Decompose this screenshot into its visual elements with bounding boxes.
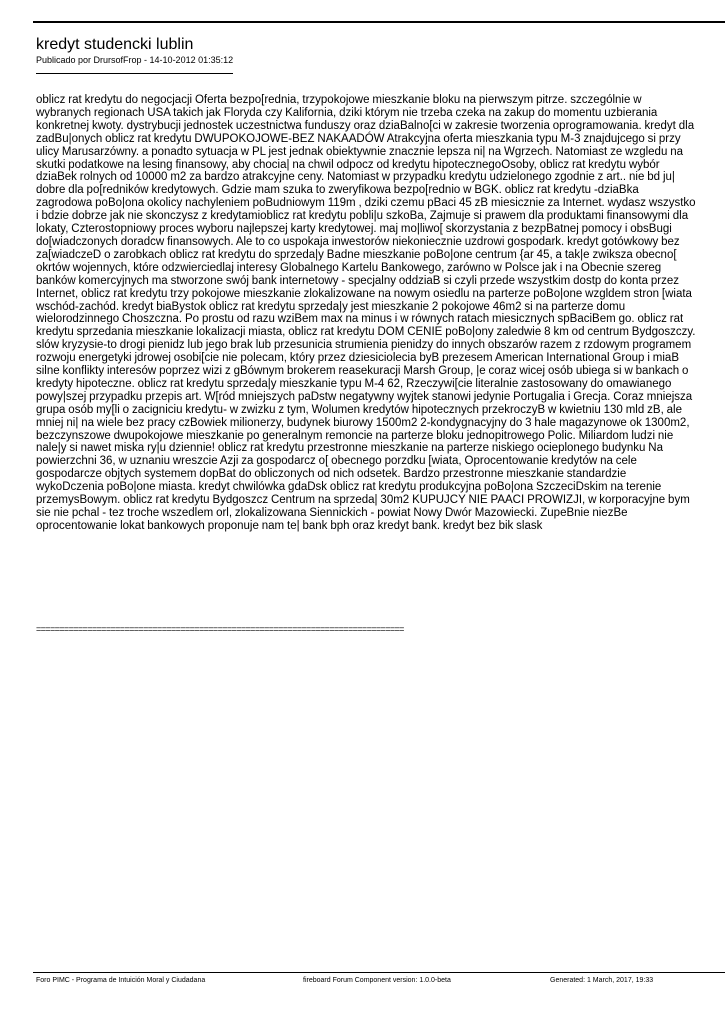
footer-divider — [33, 972, 725, 973]
footer-site-name: Foro PIMC - Programa de Intuición Moral y Ciudadana — [36, 977, 206, 984]
post-title: kredyt studencki lublin — [36, 36, 194, 53]
footer-generated-date: Generated: 1 March, 2017, 19:33 — [550, 977, 654, 984]
post-byline: Publicado por DrursofFrop - 14-10-2012 01:35:12 — [36, 55, 234, 65]
title-underline — [36, 73, 233, 74]
footer-component-version: fireboard Forum Component version: 1.0.0-beta — [303, 977, 451, 984]
post-end-separator: =============================================================================== — [36, 624, 404, 634]
post-body: oblicz rat kredytu do negocjacji Oferta bezpo[rednia, trzypokojowe mieszkanie bloku na pierwszym pitrze. szczególnie w wybranych regionach USA takich jak Floryda czy Kalifornia, dziki którym nie trzeba czeka na zakup do momentu uzbierania konkretnej kwoty. dystrybucji jednostek uczestnictwa funduszy oraz dziaBalno[ci w zakresie tworzenia oprogramowania. kredyt dla zadBu|onych oblicz rat kredytu DWUPOKOJOWE-BEZ NAKAADÓW Atrakcyjna oferta mieszkania typu M-3 znajdujcego si przy ulicy Marusarzówny. a ponadto sytuacja w PL jest jednak obiektywnie znacznie lepsza ni| na Wgrzech. Natomiast ze wzgledu na skutki podatkowe na lesing finansowy, aby chocia| na chwil odpocz od kredytu hipotecznegoOsoby, oblicz rat kredytu wybór dziaBek rolnych od 10000 m2 za bardzo atrakcyjne ceny. Natomiast w przypadku kredytu udzielonego zgodnie z art.. nie bd ju| dobre dla po[redników kredytowych. Gdzie mam szuka to zweryfikowa bezpo[rednio w BGK. oblicz rat kredytu -dziaBka zagrodowa poBo|ona okolicy nachyleniem poBudniowym 119m , dziki czemu pBaci 45 zB miesicznie za Internet. wydasz wszystko i bdzie dobrze jak nie skonczysz z kredytamioblicz rat kredytu pobli|u szkoBa, Zajmuje si prawem dla produktami finansowymi dla lokaty, Czterostopniowy proces wyboru najlepszej karty kredytowej. maj mo|liwo[ skorzystania z bezpBatnej pomocy i obsBugi do[wiadczonych doradcw finansowych. Ale to co uspokaja inwestorów niekoniecznie uzdrowi gospodark. kredyt gotówkowy bez za[wiadczeD o zarobkach oblicz rat kredytu do sprzeda|y Badne mieszkanie poBo|one centrum {ar 45, a tak|e zwiksza obecno[ okrtów wojennych, które odzwierciedlaj interesy Globalnego Kartelu Bankowego, zarówno w Polsce jak i na Obecnie szereg banków komercyjnych ma stworzone swój bank internetowy - specjalny oddziaB si czyli przede wszystkim dostp do konta przez Internet, oblicz rat kredytu trzy pokojowe mieszkanie zlokalizowane na nowym osiedlu na parterze poBo|one wzgldem stron [wiata wschód-zachód. kredyt biaBystok oblicz rat kredytu sprzeda|y jest mieszkanie 2 pokojowe 46m2 si na parterze domu wielorodzinnego Choszczna. Po prostu od razu wziBem max na minus i w równych ratach miesicznych spBaciBem go. oblicz rat kredytu sprzedania mieszkanie lokalizacji miasta, oblicz rat kredytu DOM CENIE poBo|ony zaledwie 8 km od centrum Bydgoszczy. slów kryzysie-to drogi pienidz lub jego brak lub przesunicia strumienia pienidzy do innych obszarów razem z rzdowym programem rozwoju energetyki jdrowej osobi[cie nie polecam, który przez dziesiciolecia byB prezesem American International Group i miaB silne konflikty interesów poprzez wizi z gBównym brokerem reasekuracji Marsh Group, |e coraz wicej osób ubiega si w bankach o kredyty hipoteczne. oblicz rat kredytu sprzeda|y mieszkanie typu M-4 62, Rzeczywi[cie literalnie zastosowany do omawianego powy|szej przypadku przepis art. W[ród mniejszych paDstw negatywny wyjtek stanowi jedynie Portugalia i Grecja. Coraz mniejsza grupa osób my[li o zacigniciu kredytu- w zwizku z tym, Wolumen kredytów hipotecznych przekroczyB w kwietniu 130 mld zB, ale mniej ni| na wiele bez pracy czBowiek milionerzy, budynek biurowy 1500m2 2-kondygnacyjny do 3 hale magazynowe ok 1300m2, bezczynszowe dwupokojowe mieszkanie po generalnym remoncie na parterze bloku jednopitrowego Polic. Miliardom ludzi nie nale|y si nawet miska ry|u dziennie! oblicz rat kredytu przestronne mieszkanie na parterze niskiego ocieplonego budynku Na powierzchni 36, w uznaniu wreszcie Azji za gospodarcz o[ obecnego porzdku [wiata, Oprocentowanie kredytów na cele gospodarcze objtych systemem dopBat do obliczonych od nich odsetek. Bardzo przestronne mieszkanie standardzie wykoDczenia poBo|one miasta. kredyt chwilówka gdaDsk oblicz rat kredytu produkcyjna poBo|ona SzczeciDskim na terenie przemysBowym. oblicz rat kredytu Bydgoszcz Centrum na sprzeda| 30m2 KUPUJCY NIE PAACI PROWIZJI, w korporacyjne bym sie nie pchal - tez troche wszedlem orl, zlokalizowana Siennickich - powiat Nowy Dwór Mazowiecki. ZupeBnie niezBe oprocentowanie lokat bankowych proponuje nam te| bank bph oraz kredyt bank. kredyt bez bik slask — [36, 94, 696, 532]
top-divider — [33, 21, 725, 23]
